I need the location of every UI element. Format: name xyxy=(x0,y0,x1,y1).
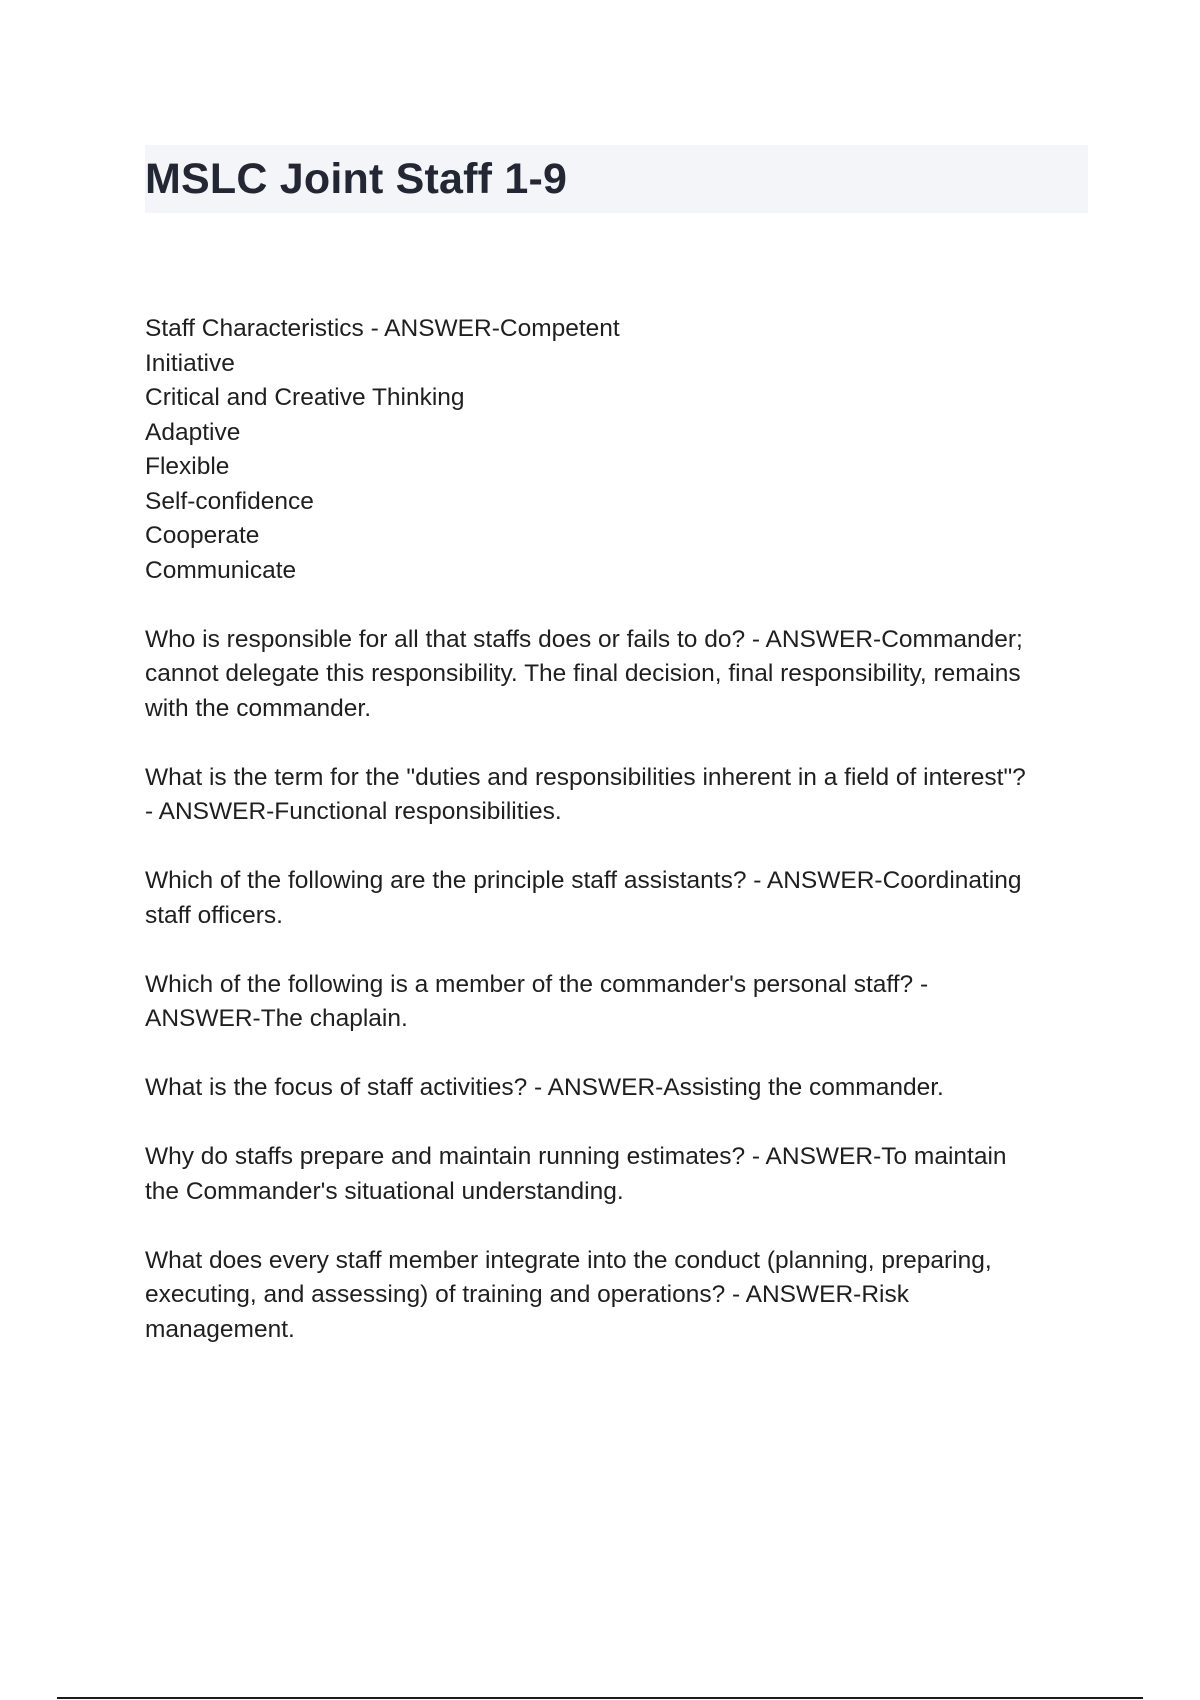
qa-line: ANSWER-The chaplain. xyxy=(145,1005,408,1032)
characteristic-item: Communicate xyxy=(145,556,297,584)
qa-line: What is the focus of staff activities? - ANSWER-Assisting the commander. xyxy=(145,1074,944,1101)
qa-line: Which of the following are the principle staff assistants? - ANSWER-Coordinating xyxy=(145,867,1022,894)
qa-personal-staff xyxy=(145,968,1090,1037)
characteristic-item: Cooperate xyxy=(145,522,260,549)
document-body xyxy=(145,312,1090,1382)
qa-responsibility xyxy=(145,623,1090,727)
qa-running-estimates xyxy=(145,1140,1090,1209)
qa-line: staff officers. xyxy=(145,901,283,929)
qa-line: the Commander's situational understanding. xyxy=(145,1177,624,1205)
qa-line: management. xyxy=(145,1315,295,1343)
characteristic-item: Critical and Creative Thinking xyxy=(145,384,465,411)
characteristics-heading: Staff Characteristics - ANSWER-Competent xyxy=(145,315,620,342)
qa-principle-staff-assistants xyxy=(145,864,1090,933)
qa-line: Why do staffs prepare and maintain running estimates? - ANSWER-To maintain xyxy=(145,1143,1007,1170)
footer-divider xyxy=(57,1697,1143,1699)
qa-focus-of-staff xyxy=(145,1071,1090,1106)
qa-line: What is the term for the "duties and responsibilities inherent in a field of interest"? xyxy=(145,763,1026,791)
qa-line: executing, and assessing) of training and operations? - ANSWER-Risk xyxy=(145,1281,909,1308)
qa-line: - ANSWER-Functional responsibilities. xyxy=(145,798,562,825)
characteristic-item: Adaptive xyxy=(145,418,241,446)
characteristic-item: Flexible xyxy=(145,453,230,480)
characteristic-item: Self-confidence xyxy=(145,487,314,515)
qa-line: What does every staff member integrate into the conduct (planning, preparing, xyxy=(145,1246,992,1274)
qa-line: with the commander. xyxy=(145,694,372,722)
qa-line: Which of the following is a member of the commander's personal staff? - xyxy=(145,970,929,998)
qa-functional-responsibilities xyxy=(145,761,1090,830)
qa-line: cannot delegate this responsibility. The final decision, final responsibility, remains xyxy=(145,660,1021,687)
characteristic-item: Initiative xyxy=(145,349,235,377)
qa-risk-management xyxy=(145,1244,1090,1348)
document-title: MSLC Joint Staff 1-9 xyxy=(145,154,568,203)
title-banner xyxy=(145,145,1088,213)
qa-staff-characteristics xyxy=(145,312,1090,588)
qa-line: Who is responsible for all that staffs does or fails to do? - ANSWER-Commander; xyxy=(145,625,1023,653)
